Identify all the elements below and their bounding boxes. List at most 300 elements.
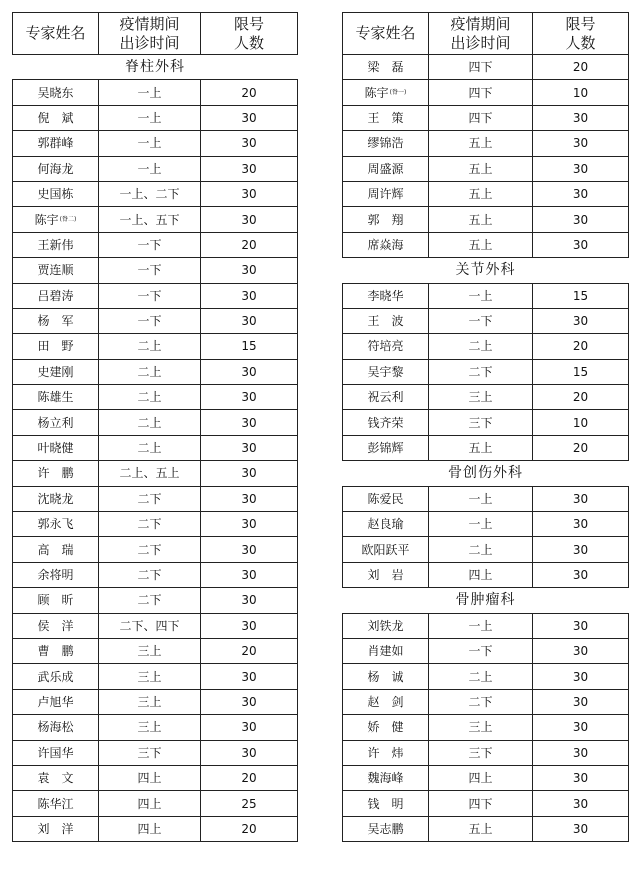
clinic-time: 四下 — [429, 105, 533, 130]
patient-limit: 30 — [533, 689, 629, 714]
doctor-name-cell — [13, 461, 99, 486]
doctor-name: 娇 健 — [367, 720, 404, 735]
table-row — [343, 156, 629, 181]
schedule-table-right — [342, 12, 629, 842]
patient-limit: 30 — [201, 664, 298, 689]
doctor-name: 祝云利 — [367, 390, 404, 405]
section-title: 骨肿瘤科 — [343, 588, 629, 613]
table-row — [13, 512, 298, 537]
doctor-name-cell — [343, 664, 429, 689]
clinic-time: 一下 — [429, 638, 533, 663]
doctor-name: 叶晓健 — [37, 441, 74, 456]
clinic-time: 一下 — [429, 308, 533, 333]
patient-limit: 15 — [533, 359, 629, 384]
doctor-name: 高 瑞 — [37, 542, 74, 557]
patient-limit: 30 — [201, 512, 298, 537]
table-row — [13, 308, 298, 333]
doctor-name: 余将明 — [37, 568, 74, 582]
clinic-time: 三上 — [99, 664, 201, 689]
clinic-time: 二下 — [99, 512, 201, 537]
doctor-name: 郭 翔 — [367, 212, 404, 227]
table-row — [13, 740, 298, 765]
table-row — [343, 562, 629, 587]
clinic-time: 三下 — [429, 410, 533, 435]
clinic-time: 二下 — [429, 689, 533, 714]
doctor-name-cell — [13, 410, 99, 435]
table-row — [13, 156, 298, 181]
section-header-row — [343, 258, 629, 283]
clinic-time: 二上 — [99, 410, 201, 435]
clinic-time: 五上 — [429, 207, 533, 232]
doctor-name-cell — [343, 486, 429, 511]
clinic-time: 三上 — [429, 385, 533, 410]
doctor-name-cell — [343, 410, 429, 435]
doctor-name: 许 鹏 — [37, 466, 74, 481]
patient-limit: 30 — [201, 562, 298, 587]
doctor-name-cell — [13, 791, 99, 816]
doctor-name: 吕碧涛 — [37, 288, 74, 303]
table-header-row — [13, 13, 298, 55]
patient-limit: 30 — [201, 486, 298, 511]
doctor-name-cell — [343, 207, 429, 232]
table-row — [13, 359, 298, 384]
patient-limit: 15 — [201, 334, 298, 359]
table-row — [343, 105, 629, 130]
doctor-name: 赵良瑜 — [367, 517, 404, 532]
table-row — [343, 740, 629, 765]
doctor-name: 周许辉 — [367, 187, 404, 202]
clinic-time: 一上 — [99, 156, 201, 181]
doctor-name-cell — [13, 181, 99, 206]
doctor-name-cell — [13, 334, 99, 359]
doctor-name: 何海龙 — [37, 161, 74, 176]
doctor-name-cell — [13, 613, 99, 638]
patient-limit: 20 — [533, 334, 629, 359]
doctor-name: 贾连顺 — [37, 263, 74, 278]
table-row — [13, 461, 298, 486]
table-row — [343, 816, 629, 841]
table-row — [343, 715, 629, 740]
doctor-name: 钱 明 — [367, 796, 404, 811]
doctor-name-cell — [13, 207, 99, 232]
doctor-name: 周盛源 — [367, 161, 404, 176]
doctor-name: 曹 鹏 — [37, 644, 74, 659]
patient-limit: 30 — [533, 156, 629, 181]
patient-limit: 30 — [201, 715, 298, 740]
patient-limit: 30 — [533, 562, 629, 587]
schedule-table-right-body — [343, 13, 629, 842]
table-row — [13, 689, 298, 714]
table-row — [13, 80, 298, 105]
patient-limit: 30 — [201, 461, 298, 486]
doctor-name: 刘 岩 — [367, 568, 404, 582]
clinic-time: 一下 — [99, 232, 201, 257]
doctor-name-cell — [13, 689, 99, 714]
patient-limit: 30 — [201, 283, 298, 308]
table-row — [343, 385, 629, 410]
patient-limit: 30 — [533, 308, 629, 333]
table-row — [343, 80, 629, 105]
table-row — [13, 537, 298, 562]
patient-limit: 30 — [533, 715, 629, 740]
doctor-name: 卢旭华 — [37, 694, 74, 709]
clinic-time: 四上 — [99, 816, 201, 841]
doctor-name: 武乐成 — [37, 669, 74, 684]
header-limit-line1: 限号 — [565, 14, 596, 33]
section-title: 骨创伤外科 — [343, 461, 629, 486]
clinic-time: 五上 — [429, 131, 533, 156]
table-row — [13, 181, 298, 206]
clinic-time: 二上 — [99, 334, 201, 359]
table-row — [343, 410, 629, 435]
doctor-name: 刘 洋 — [37, 821, 74, 836]
table-row — [13, 435, 298, 460]
clinic-time: 四上 — [99, 791, 201, 816]
table-row — [343, 181, 629, 206]
patient-limit: 30 — [533, 105, 629, 130]
patient-limit: 20 — [533, 435, 629, 460]
doctor-name: 缪锦浩 — [367, 136, 404, 151]
doctor-name: 钱齐荣 — [367, 415, 404, 430]
doctor-name-cell — [343, 359, 429, 384]
doctor-name-cell — [13, 588, 99, 613]
clinic-time: 一上 — [429, 486, 533, 511]
table-row — [343, 638, 629, 663]
doctor-name-cell — [343, 562, 429, 587]
clinic-time: 三下 — [99, 740, 201, 765]
doctor-name: 欧阳跃平 — [361, 542, 410, 557]
clinic-time: 一下 — [99, 283, 201, 308]
table-row — [13, 258, 298, 283]
doctor-name: 王新伟 — [37, 237, 74, 252]
patient-limit: 20 — [201, 80, 298, 105]
doctor-name: 沈晓龙 — [37, 491, 74, 506]
clinic-time: 三上 — [429, 715, 533, 740]
doctor-name-cell — [13, 765, 99, 790]
header-limit — [201, 13, 298, 55]
clinic-time: 五上 — [429, 181, 533, 206]
doctor-name: 王 波 — [367, 314, 404, 329]
header-time-line2: 出诊时间 — [119, 33, 180, 52]
clinic-time: 四下 — [429, 80, 533, 105]
header-time — [429, 13, 533, 55]
doctor-name: 梁 磊 — [367, 60, 404, 75]
doctor-name-cell — [13, 131, 99, 156]
patient-limit: 10 — [533, 410, 629, 435]
doctor-name-cell — [13, 283, 99, 308]
patient-limit: 20 — [201, 765, 298, 790]
patient-limit: 30 — [201, 181, 298, 206]
table-row — [343, 765, 629, 790]
doctor-name-cell — [13, 232, 99, 257]
table-row — [13, 283, 298, 308]
table-row — [343, 283, 629, 308]
patient-limit: 30 — [533, 791, 629, 816]
table-row — [343, 55, 629, 80]
section-header-row — [343, 461, 629, 486]
table-row — [343, 334, 629, 359]
header-name: 专家姓名 — [13, 13, 99, 55]
clinic-time: 四上 — [429, 765, 533, 790]
patient-limit: 30 — [201, 258, 298, 283]
doctor-name: 郭永飞 — [37, 517, 74, 532]
doctor-name-cell — [343, 512, 429, 537]
doctor-name: 顾 昕 — [37, 593, 74, 608]
clinic-time: 二上 — [429, 537, 533, 562]
doctor-name-cell — [343, 308, 429, 333]
clinic-time: 二上 — [99, 385, 201, 410]
doctor-name-cell — [343, 80, 429, 105]
schedule-table-left — [12, 12, 298, 842]
patient-limit: 30 — [533, 740, 629, 765]
doctor-name-cell — [13, 512, 99, 537]
patient-limit: 30 — [533, 131, 629, 156]
doctor-name: 杨海松 — [37, 720, 74, 735]
doctor-name-cell — [343, 232, 429, 257]
patient-limit: 30 — [201, 537, 298, 562]
patient-limit: 30 — [201, 613, 298, 638]
table-row — [13, 232, 298, 257]
doctor-name: 杨立利 — [37, 415, 74, 430]
patient-limit: 10 — [533, 80, 629, 105]
doctor-name-cell — [343, 537, 429, 562]
clinic-time: 四上 — [99, 765, 201, 790]
patient-limit: 30 — [201, 308, 298, 333]
table-row — [13, 715, 298, 740]
patient-limit: 30 — [533, 486, 629, 511]
clinic-time: 五上 — [429, 816, 533, 841]
table-row — [343, 664, 629, 689]
doctor-name-cell — [13, 385, 99, 410]
patient-limit: 30 — [201, 359, 298, 384]
doctor-name: 赵 剑 — [367, 694, 404, 709]
table-row — [13, 334, 298, 359]
clinic-time: 一上 — [429, 283, 533, 308]
patient-limit: 30 — [533, 816, 629, 841]
header-name: 专家姓名 — [343, 13, 429, 55]
patient-limit: 30 — [201, 105, 298, 130]
doctor-name: 史国栋 — [37, 187, 74, 202]
table-row — [13, 613, 298, 638]
doctor-name: 陈雄生 — [37, 390, 74, 405]
patient-limit: 30 — [201, 131, 298, 156]
clinic-time: 五上 — [429, 232, 533, 257]
clinic-time: 一上 — [99, 131, 201, 156]
header-time — [99, 13, 201, 55]
doctor-name-cell — [343, 791, 429, 816]
doctor-name-cell — [13, 80, 99, 105]
clinic-time: 一上 — [429, 613, 533, 638]
clinic-time: 一上 — [99, 80, 201, 105]
patient-limit: 30 — [201, 156, 298, 181]
doctor-name: 刘铁龙 — [367, 618, 404, 633]
doctor-name-cell — [343, 181, 429, 206]
doctor-name: 陈宇 — [34, 212, 59, 227]
doctor-name: 许国华 — [37, 745, 74, 760]
clinic-time: 一上、五下 — [99, 207, 201, 232]
doctor-name-cell — [13, 486, 99, 511]
doctor-name: 杨 军 — [37, 314, 74, 329]
doctor-name: 王 策 — [367, 110, 404, 125]
doctor-name-cell — [343, 105, 429, 130]
header-limit-line2: 人数 — [565, 33, 596, 52]
table-row — [343, 232, 629, 257]
doctor-name: 吴志鹏 — [367, 821, 404, 836]
table-row — [13, 664, 298, 689]
doctor-name-cell — [13, 359, 99, 384]
patient-limit: 30 — [201, 588, 298, 613]
table-row — [13, 410, 298, 435]
table-row — [343, 435, 629, 460]
doctor-name-cell — [343, 435, 429, 460]
section-title: 脊柱外科 — [13, 55, 298, 80]
patient-limit: 20 — [533, 55, 629, 80]
patient-limit: 25 — [201, 791, 298, 816]
table-header-row — [343, 13, 629, 55]
table-row — [343, 486, 629, 511]
clinic-time: 五上 — [429, 156, 533, 181]
header-time-line2: 出诊时间 — [450, 33, 511, 52]
doctor-name-cell — [13, 562, 99, 587]
doctor-name: 李晓华 — [367, 288, 404, 303]
doctor-name-cell — [343, 638, 429, 663]
clinic-time: 三下 — [429, 740, 533, 765]
doctor-name: 倪 斌 — [37, 110, 74, 125]
doctor-name-cell — [343, 816, 429, 841]
doctor-name-cell — [13, 816, 99, 841]
patient-limit: 15 — [533, 283, 629, 308]
doctor-name: 吴宇黎 — [367, 364, 404, 379]
clinic-time: 二上 — [429, 334, 533, 359]
patient-limit: 20 — [201, 232, 298, 257]
clinic-time: 一上 — [99, 105, 201, 130]
clinic-time: 二上、五上 — [99, 461, 201, 486]
section-title: 关节外科 — [343, 258, 629, 283]
table-row — [13, 816, 298, 841]
patient-limit: 30 — [533, 664, 629, 689]
clinic-time: 二下 — [99, 588, 201, 613]
table-row — [343, 613, 629, 638]
clinic-time: 四上 — [429, 562, 533, 587]
doctor-name-cell — [343, 131, 429, 156]
table-row — [13, 486, 298, 511]
doctor-name-cell — [13, 638, 99, 663]
clinic-time: 二上 — [99, 359, 201, 384]
doctor-name: 杨 诚 — [367, 669, 404, 684]
patient-limit: 20 — [201, 638, 298, 663]
clinic-time: 二下 — [429, 359, 533, 384]
doctor-name: 史建刚 — [37, 364, 74, 379]
header-time-line1: 疫情期间 — [450, 14, 511, 33]
table-row — [343, 512, 629, 537]
section-header-row — [343, 588, 629, 613]
doctor-name-cell — [343, 283, 429, 308]
table-row — [13, 588, 298, 613]
doctor-note: (脊一) — [389, 89, 407, 97]
table-row — [343, 308, 629, 333]
doctor-name: 席焱海 — [367, 237, 404, 252]
doctor-name: 符培亮 — [367, 339, 404, 354]
clinic-time: 二下、四下 — [99, 613, 201, 638]
table-row — [13, 638, 298, 663]
schedule-table-left-body — [13, 13, 298, 842]
patient-limit: 20 — [201, 816, 298, 841]
table-row — [343, 359, 629, 384]
doctor-name-cell — [13, 156, 99, 181]
doctor-name-cell — [343, 740, 429, 765]
doctor-name: 吴晓东 — [37, 85, 74, 100]
table-row — [13, 765, 298, 790]
header-limit-line1: 限号 — [233, 14, 264, 33]
patient-limit: 30 — [533, 181, 629, 206]
doctor-name: 肖建如 — [367, 644, 404, 659]
table-row — [343, 537, 629, 562]
table-row — [343, 791, 629, 816]
patient-limit: 30 — [201, 689, 298, 714]
clinic-time: 一下 — [99, 308, 201, 333]
patient-limit: 20 — [533, 385, 629, 410]
clinic-time: 一下 — [99, 258, 201, 283]
patient-limit: 30 — [201, 410, 298, 435]
patient-limit: 30 — [201, 385, 298, 410]
clinic-time: 二下 — [99, 562, 201, 587]
patient-limit: 30 — [533, 232, 629, 257]
doctor-name-cell — [343, 715, 429, 740]
clinic-time: 二下 — [99, 537, 201, 562]
table-row — [343, 207, 629, 232]
table-row — [13, 105, 298, 130]
table-row — [13, 562, 298, 587]
clinic-time: 二下 — [99, 486, 201, 511]
doctor-name-cell — [13, 105, 99, 130]
clinic-time: 四下 — [429, 55, 533, 80]
section-header-row — [13, 55, 298, 80]
patient-limit: 30 — [533, 613, 629, 638]
doctor-name: 侯 洋 — [37, 618, 74, 633]
doctor-name-cell — [343, 689, 429, 714]
doctor-name-cell — [13, 308, 99, 333]
doctor-name: 魏海峰 — [367, 771, 404, 786]
doctor-name-cell — [13, 664, 99, 689]
doctor-name: 郭群峰 — [37, 136, 74, 151]
clinic-time: 三上 — [99, 715, 201, 740]
doctor-name-cell — [343, 55, 429, 80]
header-limit-line2: 人数 — [233, 33, 264, 52]
header-limit — [533, 13, 629, 55]
patient-limit: 30 — [533, 537, 629, 562]
table-row — [343, 131, 629, 156]
header-time-line1: 疫情期间 — [119, 14, 180, 33]
doctor-name-cell — [343, 385, 429, 410]
clinic-time: 一上 — [429, 512, 533, 537]
doctor-name-cell — [13, 537, 99, 562]
doctor-name: 袁 文 — [37, 771, 74, 786]
doctor-name-cell — [343, 765, 429, 790]
patient-limit: 30 — [533, 765, 629, 790]
patient-limit: 30 — [201, 207, 298, 232]
clinic-time: 二上 — [429, 664, 533, 689]
doctor-name-cell — [13, 258, 99, 283]
doctor-name-cell — [13, 715, 99, 740]
doctor-name: 彭锦辉 — [367, 441, 404, 456]
patient-limit: 30 — [201, 435, 298, 460]
clinic-time: 三上 — [99, 638, 201, 663]
clinic-time: 三上 — [99, 689, 201, 714]
table-row — [13, 131, 298, 156]
doctor-name-cell — [343, 334, 429, 359]
table-row — [13, 791, 298, 816]
doctor-name: 田 野 — [37, 339, 74, 354]
